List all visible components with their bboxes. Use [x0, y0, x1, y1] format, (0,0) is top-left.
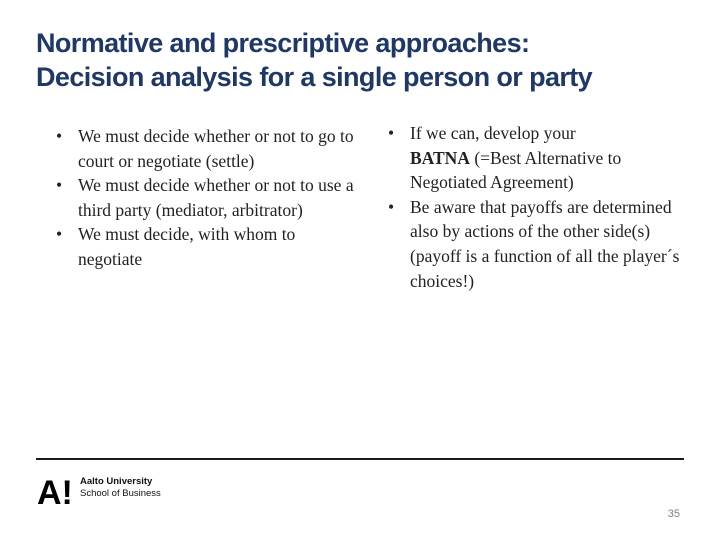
bullet-text-pre: If we can, develop your: [410, 123, 576, 143]
left-bullet-list: [56, 124, 356, 272]
title-line-2: Decision analysis for a single person or party: [36, 62, 593, 92]
footer-divider: [36, 458, 684, 460]
bullet-text: We must decide, with whom to negotiate: [78, 224, 296, 269]
list-item: [56, 173, 356, 222]
school-label: School of Business: [80, 488, 161, 499]
batna-term: BATNA: [410, 147, 470, 168]
right-bullet-list: [388, 121, 688, 293]
list-item: [56, 222, 356, 271]
bullet-icon: •: [56, 175, 63, 196]
university-label: Aalto University: [80, 476, 153, 487]
bullet-icon: •: [56, 224, 63, 245]
list-item: [56, 124, 356, 173]
title-line-1: Normative and prescriptive approaches:: [36, 28, 530, 58]
list-item: [388, 121, 688, 195]
list-item: [388, 195, 688, 293]
university-name: [80, 476, 161, 500]
bullet-text: We must decide whether or not to go to court or negotiate (settle): [78, 126, 354, 171]
bullet-text-post: (=Best Alternative to Negotiated Agreement): [410, 147, 622, 193]
logo-text: A!: [37, 474, 73, 506]
bullet-icon: •: [388, 196, 395, 217]
page-number: 35: [667, 508, 680, 520]
aalto-logo-icon: [37, 474, 73, 506]
bullet-text: Be aware that payoffs are determined also by actions of the other side(s) (payoff is a function of all the player´s choices!): [410, 196, 680, 291]
bullet-icon: •: [388, 123, 395, 143]
bullet-icon: •: [56, 126, 63, 146]
slide-title: [36, 26, 696, 94]
bullet-text: We must decide whether or not to use a third party (mediator, arbitrator): [78, 175, 354, 220]
